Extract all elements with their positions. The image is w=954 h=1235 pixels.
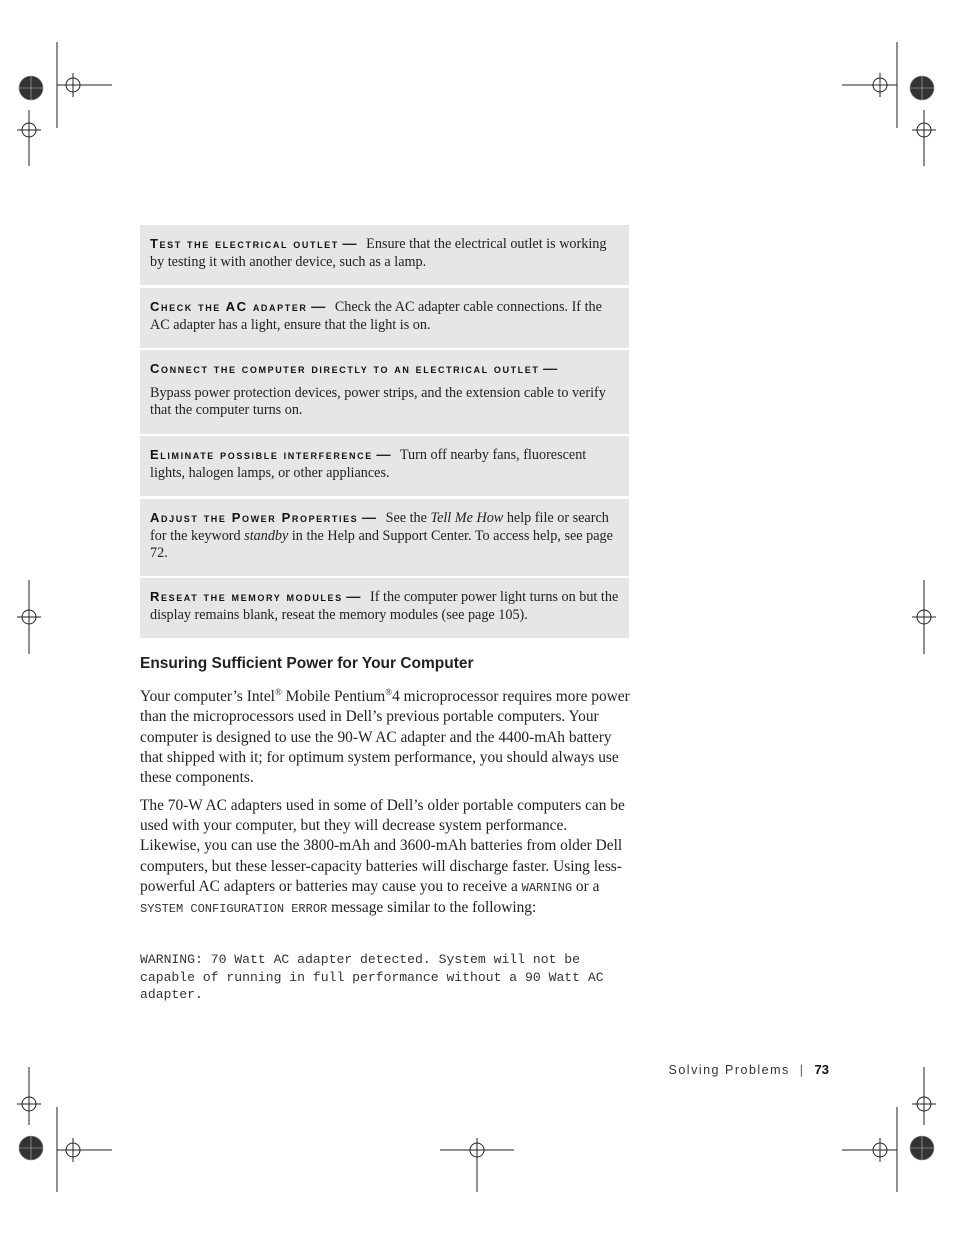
tip-box-interference xyxy=(140,436,629,496)
footer-separator: | xyxy=(799,1063,805,1077)
em-dash: — xyxy=(543,361,558,377)
tip-heading: Test the electrical outlet xyxy=(150,236,339,251)
tip-body: Ensure that the electrical outlet is working by testing it with another device, such as a lamp. xyxy=(150,236,607,270)
tip-box-memory-modules xyxy=(140,578,629,638)
tip-heading: Connect the computer directly to an electrical outlet xyxy=(150,361,540,376)
page-number: 73 xyxy=(814,1062,829,1077)
registered-mark: ® xyxy=(274,687,282,697)
tip-box-electrical-outlet xyxy=(140,225,629,285)
tip-body: Check the AC adapter cable connections. If the AC adapter has a light, ensure that the light is on. xyxy=(150,299,602,333)
tip-body-post: in the Help and Support Center. To access help, see page 72. xyxy=(150,527,613,561)
standby-term: standby xyxy=(244,527,289,544)
tip-heading: Eliminate possible interference xyxy=(150,447,373,462)
para-text: message similar to the following: xyxy=(331,899,537,917)
tip-body: Bypass power protection devices, power strips, and the extension cable to verify that the computer turns on. xyxy=(150,384,606,418)
tip-box-power-properties xyxy=(140,499,629,576)
em-dash: — xyxy=(376,447,391,463)
registered-mark: ® xyxy=(385,687,393,697)
tip-box-ac-adapter xyxy=(140,288,629,348)
em-dash: — xyxy=(311,299,326,315)
footer-section: Solving Problems xyxy=(668,1063,790,1077)
tip-heading: Reseat the memory modules xyxy=(150,589,343,604)
paragraph-power-intro xyxy=(140,682,630,788)
config-error-code-term: SYSTEM CONFIGURATION ERROR xyxy=(140,902,328,917)
para-text: Mobile Pentium xyxy=(285,688,386,706)
page-footer xyxy=(669,1062,829,1077)
para-text: The 70-W AC adapters used in some of Dell’s older portable computers can be used with your computer, but they will decrease system performance. Likewise, you can use the 3800-mAh and 3600-mAh batteries from older Dell computers, but these lesser-capacity batteries will discharge faster. Using less-powerful AC adapters or batteries may cause you to receive a xyxy=(140,797,625,895)
tip-body-mid: help file or search for the keyword xyxy=(150,510,609,544)
tip-body: If the computer power light turns on but the display remains blank, reseat the memory modules (see page 105). xyxy=(150,589,619,623)
para-text: Your computer’s Intel xyxy=(140,688,275,706)
em-dash: — xyxy=(346,589,361,605)
warning-message-code: WARNING: 70 Watt AC adapter detected. System will not be capable of running in full performance without a 90 Watt AC adapter. xyxy=(140,952,604,1003)
tip-heading: Adjust the Power Properties xyxy=(150,510,359,525)
em-dash: — xyxy=(361,510,377,526)
tip-heading: Check the AC adapter xyxy=(150,299,308,314)
paragraph-older-adapters xyxy=(140,796,630,919)
tip-body: Turn off nearby fans, fluorescent lights, halogen lamps, or other appliances. xyxy=(150,447,587,481)
section-title: Ensuring Sufficient Power for Your Computer xyxy=(140,655,474,672)
para-text: 4 microprocessor requires more power than the microprocessors used in Dell’s previous portable computers. Your computer is designed to use the 90-W AC adapter and the 4400-mAh battery that shipped with it; for optimum system performance, you should always use these components. xyxy=(140,688,630,786)
tip-box-direct-outlet xyxy=(140,350,629,434)
tip-body-pre: See the xyxy=(385,510,427,526)
tell-me-how-term: Tell Me How xyxy=(430,510,504,526)
em-dash: — xyxy=(342,236,357,252)
para-text: or a xyxy=(575,877,600,895)
warning-code-term: WARNING xyxy=(521,880,573,895)
